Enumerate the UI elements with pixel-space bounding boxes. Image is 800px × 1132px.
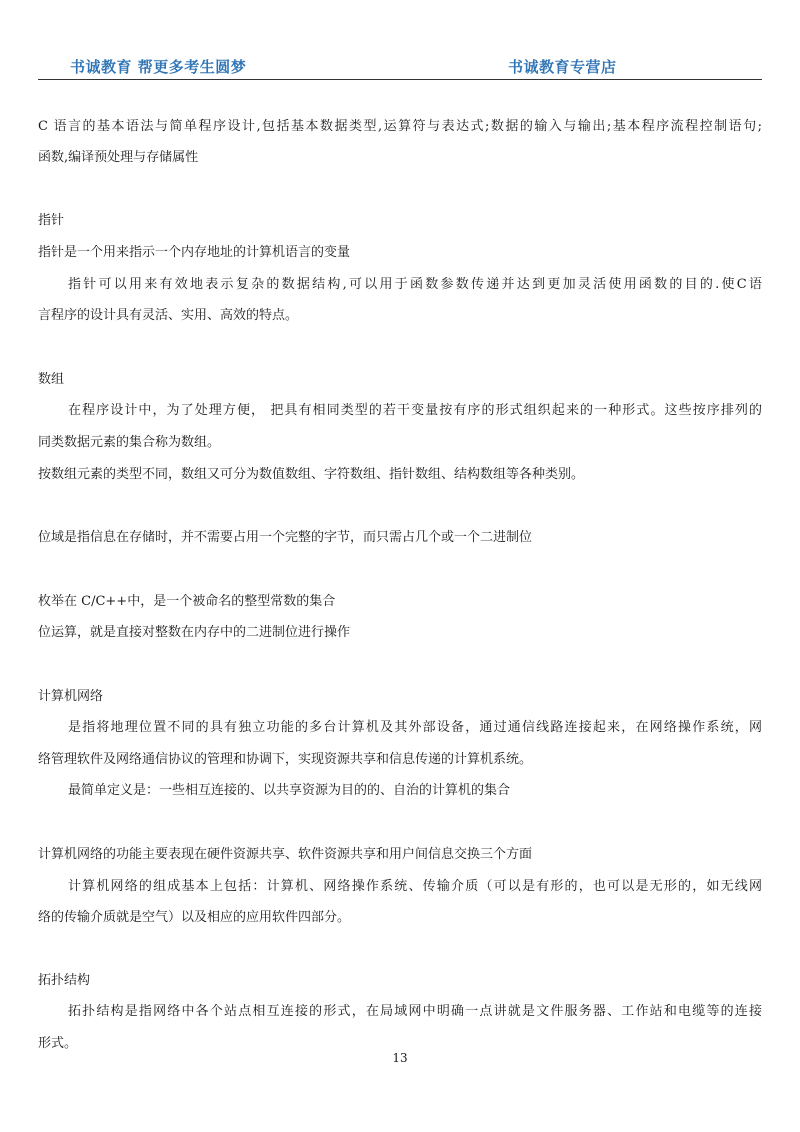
paragraph-line: C 语言的基本语法与简单程序设计,包括基本数据类型,运算符与表达式;数据的输入与输出;基本程序流程控制语句;	[38, 119, 762, 134]
paragraph-line: 枚举在 C/C++中，是一个被命名的整型常数的集合	[38, 594, 336, 609]
paragraph-line: 计算机网络的功能主要表现在硬件资源共享、软件资源共享和用户间信息交换三个方面	[38, 847, 533, 862]
page-number: 13	[392, 1051, 408, 1065]
paragraph-line: 同类数据元素的集合称为数组。	[38, 435, 221, 450]
section-heading: 计算机网络	[38, 689, 104, 704]
paragraph-line: 指针是一个用来指示一个内存地址的计算机语言的变量	[38, 245, 351, 260]
section-heading: 数组	[38, 372, 65, 387]
paragraph-line: 函数,编译预处理与存储属性	[38, 150, 199, 165]
paragraph-line: 最简单定义是：一些相互连接的、以共享资源为目的的、自治的计算机的集合	[68, 783, 511, 798]
header-slogan: 书诚教育 帮更多考生圆梦	[70, 58, 247, 76]
header-divider	[38, 79, 762, 80]
paragraph-line: 形式。	[38, 1036, 78, 1051]
paragraph-line: 按数组元素的类型不同，数组又可分为数值数组、字符数组、指针数组、结构数组等各种类别。	[38, 467, 585, 482]
paragraph-line: 言程序的设计具有灵活、实用、高效的特点。	[38, 308, 299, 323]
paragraph-line: 在程序设计中，为了处理方便， 把具有相同类型的若干变量按有序的形式组织起来的一种形式。这些按序排列的	[68, 403, 762, 418]
section-heading: 拓扑结构	[38, 973, 91, 988]
paragraph-line: 拓扑结构是指网络中各个站点相互连接的形式，在局域网中明确一点讲就是文件服务器、工作站和电缆等的连接	[68, 1004, 762, 1019]
paragraph-line: 位域是指信息在存储时，并不需要占用一个完整的字节，而只需占几个或一个二进制位	[38, 530, 533, 545]
paragraph-line: 指针可以用来有效地表示复杂的数据结构,可以用于函数参数传递并达到更加灵活使用函数的目的.使C语	[68, 277, 762, 292]
paragraph-line: 络的传输介质就是空气）以及相应的应用软件四部分。	[38, 910, 351, 925]
paragraph-line: 络管理软件及网络通信协议的管理和协调下，实现资源共享和信息传递的计算机系统。	[38, 752, 533, 767]
header-store-name: 书诚教育专营店	[508, 58, 617, 76]
paragraph-line: 位运算，就是直接对整数在内存中的二进制位进行操作	[38, 625, 351, 640]
section-heading: 指针	[38, 213, 65, 228]
paragraph-line: 是指将地理位置不同的具有独立功能的多台计算机及其外部设备，通过通信线路连接起来，在网络操作系统，网	[68, 720, 762, 735]
paragraph-line: 计算机网络的组成基本上包括：计算机、网络操作系统、传输介质（可以是有形的，也可以是无形的，如无线网	[68, 879, 762, 894]
page-header	[38, 56, 762, 80]
